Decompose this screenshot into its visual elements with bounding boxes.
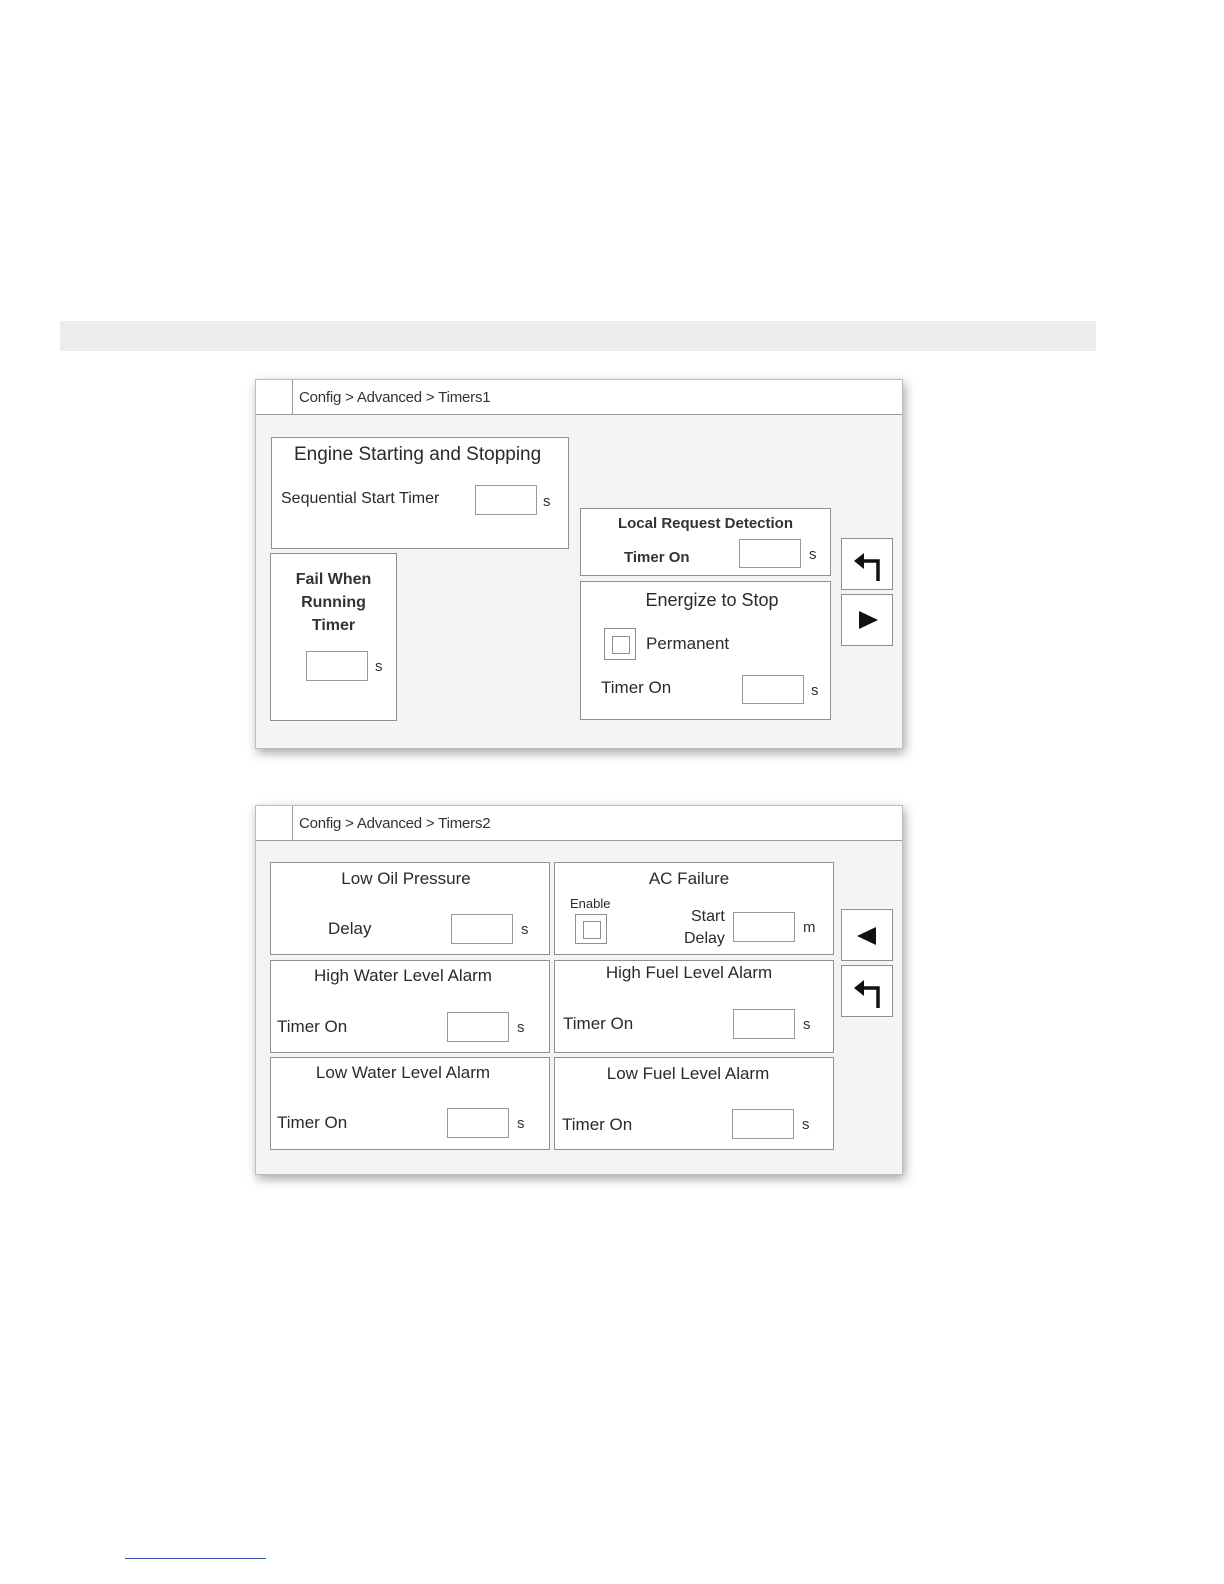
panel-title-line-2: Running xyxy=(301,594,366,611)
low-fuel-timer-input[interactable] xyxy=(732,1109,794,1139)
previous-button[interactable] xyxy=(841,909,893,961)
back-button[interactable] xyxy=(841,538,893,590)
panel-title: Engine Starting and Stopping xyxy=(294,444,542,465)
high-water-timer-input[interactable] xyxy=(447,1012,509,1042)
panel-title: Low Oil Pressure xyxy=(341,869,471,888)
unit-label: s xyxy=(811,682,819,699)
panel-title-line-1: Fail When xyxy=(295,571,372,588)
back-button[interactable] xyxy=(841,965,893,1017)
next-button[interactable] xyxy=(841,594,893,646)
play-right-icon xyxy=(842,595,894,647)
energize-to-stop-panel xyxy=(580,581,831,720)
checkbox-inner xyxy=(583,921,601,939)
header-bar xyxy=(256,806,902,841)
low-oil-pressure-panel xyxy=(270,862,550,955)
low-fuel-level-alarm-panel xyxy=(554,1057,834,1150)
panel-title: Local Request Detection xyxy=(617,515,794,532)
gray-divider-band xyxy=(60,321,1096,351)
permanent-checkbox[interactable] xyxy=(604,628,636,660)
timer-on-label: Timer On xyxy=(277,1017,348,1036)
timer-on-label: Timer On xyxy=(563,1014,634,1033)
high-fuel-timer-input[interactable] xyxy=(733,1009,795,1039)
ac-failure-panel xyxy=(554,862,834,955)
panel-title: High Fuel Level Alarm xyxy=(605,963,773,982)
breadcrumb: Config > Advanced > Timers1 xyxy=(299,389,491,406)
enable-label: Enable xyxy=(570,896,611,911)
footnote-rule xyxy=(125,1558,266,1559)
unit-label: s xyxy=(803,1016,811,1033)
return-arrow-icon xyxy=(842,539,894,591)
panel-title: Low Fuel Level Alarm xyxy=(606,1064,770,1083)
fail-when-running-timer-input[interactable] xyxy=(306,651,368,681)
unit-label: m xyxy=(803,919,816,936)
timers1-screen xyxy=(255,379,903,749)
play-left-icon xyxy=(842,910,894,962)
high-water-level-alarm-panel xyxy=(270,960,550,1053)
timers2-screen xyxy=(255,805,903,1175)
panel-title: AC Failure xyxy=(648,869,730,888)
start-label: Start xyxy=(691,908,725,925)
delay-label: Delay xyxy=(328,919,372,938)
panel-title: Energize to Stop xyxy=(645,590,779,610)
unit-label: s xyxy=(521,921,529,938)
sequential-start-timer-label: Sequential Start Timer xyxy=(281,490,440,507)
header-corner-cell xyxy=(256,380,293,414)
unit-label: s xyxy=(517,1019,525,1036)
low-oil-delay-input[interactable] xyxy=(451,914,513,944)
timer-on-label: Timer On xyxy=(624,549,690,566)
fail-when-running-panel xyxy=(270,553,397,721)
panel-title-line-3: Timer xyxy=(311,617,356,634)
timer-on-label: Timer On xyxy=(562,1115,633,1134)
timer-on-label: Timer On xyxy=(601,678,672,697)
header-bar xyxy=(256,380,902,415)
local-request-timer-input[interactable] xyxy=(739,539,801,568)
permanent-label: Permanent xyxy=(646,634,730,653)
enable-checkbox[interactable] xyxy=(575,914,607,944)
return-arrow-icon xyxy=(842,966,894,1018)
panel-title: High Water Level Alarm xyxy=(314,966,492,985)
low-water-level-alarm-panel xyxy=(270,1057,550,1150)
unit-label: s xyxy=(802,1116,810,1133)
low-water-timer-input[interactable] xyxy=(447,1108,509,1138)
breadcrumb: Config > Advanced > Timers2 xyxy=(299,815,491,832)
high-fuel-level-alarm-panel xyxy=(554,960,834,1053)
engine-start-stop-panel xyxy=(271,437,569,549)
unit-label: s xyxy=(809,546,817,563)
header-corner-cell xyxy=(256,806,293,840)
checkbox-inner xyxy=(612,636,630,654)
panel-title: Low Water Level Alarm xyxy=(315,1063,491,1082)
sequential-start-timer-input[interactable] xyxy=(475,485,537,515)
timer-on-label: Timer On xyxy=(277,1113,348,1132)
local-request-detection-panel xyxy=(580,508,831,576)
energize-timer-input[interactable] xyxy=(742,675,804,704)
unit-label: s xyxy=(517,1115,525,1132)
unit-label: s xyxy=(375,658,383,675)
unit-label: s xyxy=(543,493,551,510)
ac-failure-start-delay-input[interactable] xyxy=(733,912,795,942)
delay-label: Delay xyxy=(684,930,725,947)
